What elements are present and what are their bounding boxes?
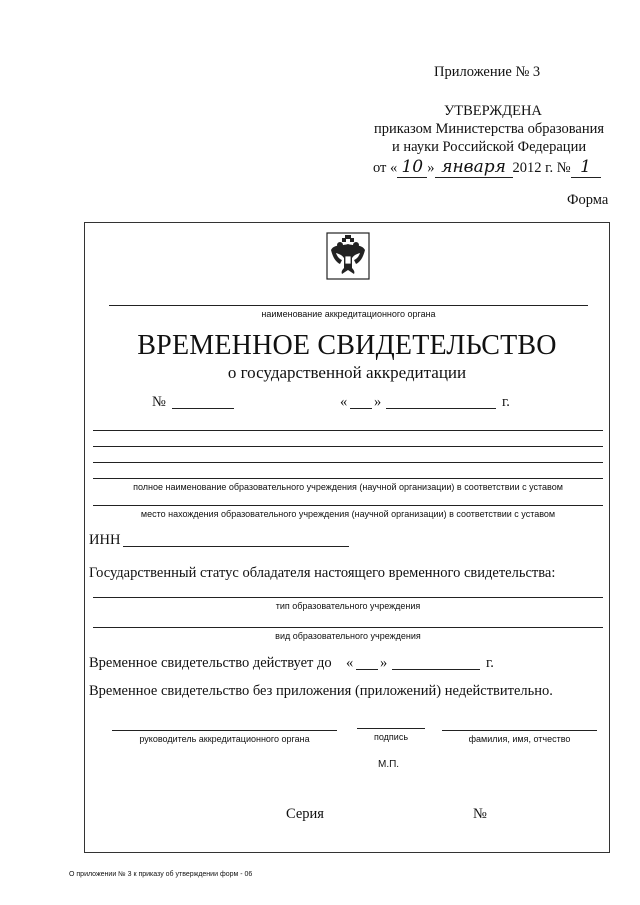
number-label: № bbox=[152, 394, 166, 410]
coat-of-arms-emblem bbox=[326, 232, 370, 280]
status-text: Государственный статус обладателя настоящего временного свидетельства: bbox=[89, 565, 556, 581]
institution-kind-caption: вид образовательного учреждения bbox=[275, 631, 421, 641]
series-label: Серия bbox=[286, 806, 324, 822]
valid-open-quote: « bbox=[346, 655, 354, 671]
valid-until-text: Временное свидетельство действует до bbox=[89, 655, 332, 671]
institution-type-line bbox=[93, 597, 603, 598]
appendix-label: Приложение № 3 bbox=[434, 64, 541, 80]
institution-name-line-1 bbox=[93, 430, 603, 431]
order-line-2: и науки Российской Федерации bbox=[392, 139, 587, 155]
date-year-suffix: г. bbox=[502, 394, 510, 410]
institution-name-line-2 bbox=[93, 446, 603, 447]
series-number-label: № bbox=[473, 806, 487, 822]
valid-day-line bbox=[356, 669, 378, 670]
date-prefix: от bbox=[373, 160, 387, 176]
inn-label: ИНН bbox=[89, 532, 121, 548]
stamp-label: М.П. bbox=[378, 759, 400, 770]
order-date bbox=[373, 157, 601, 178]
date-day-line bbox=[350, 408, 372, 409]
order-line-1: приказом Министерства образования bbox=[374, 121, 605, 137]
location-line bbox=[93, 505, 603, 506]
inn-field-line bbox=[123, 546, 349, 547]
valid-month-line bbox=[392, 669, 480, 670]
date-close-quote: » bbox=[374, 394, 382, 410]
number-field-line bbox=[172, 408, 234, 409]
certificate-title: ВРЕМЕННОЕ СВИДЕТЕЛЬСТВО bbox=[137, 330, 557, 361]
certificate-subtitle: о государственной аккредитации bbox=[227, 363, 467, 382]
approved-label: УТВЕРЖДЕНА bbox=[444, 103, 542, 119]
date-day-handwritten: 10 bbox=[401, 157, 424, 177]
date-day-field bbox=[397, 157, 427, 178]
date-quote-open: « bbox=[390, 160, 398, 176]
date-quote-close: » bbox=[427, 160, 435, 176]
location-caption: место нахождения образовательного учреждения (научной организации) в соответствии с уставом bbox=[140, 509, 556, 519]
head-caption: руководитель аккредитационного органа bbox=[139, 734, 310, 744]
accreditation-body-caption: наименование аккредитационного органа bbox=[261, 309, 436, 319]
full-name-caption: фамилия, имя, отчество bbox=[468, 734, 571, 744]
invalid-without-appendix-text: Временное свидетельство без приложения (приложений) недействительно. bbox=[89, 683, 553, 699]
date-year: 2012 г. № bbox=[512, 160, 571, 176]
institution-kind-line bbox=[93, 627, 603, 628]
institution-type-caption: тип образовательного учреждения bbox=[275, 601, 421, 611]
valid-year-suffix: г. bbox=[486, 655, 494, 671]
double-headed-eagle-icon bbox=[326, 232, 370, 280]
institution-name-caption: полное наименование образовательного учреждения (научной организации) в соответствии с уставом bbox=[133, 482, 563, 492]
valid-close-quote: » bbox=[380, 655, 388, 671]
footer-note: О приложении № 3 к приказу об утверждении форм - 06 bbox=[69, 871, 253, 878]
head-line bbox=[112, 730, 337, 731]
signature-caption: подпись bbox=[373, 732, 409, 742]
form-label: Форма bbox=[567, 192, 609, 208]
order-number-field bbox=[571, 157, 601, 178]
date-month-handwritten: января bbox=[441, 157, 506, 177]
signature-line bbox=[357, 728, 425, 729]
date-month-line bbox=[386, 408, 496, 409]
institution-name-line-3 bbox=[93, 462, 603, 463]
date-open-quote: « bbox=[340, 394, 348, 410]
date-month-field bbox=[435, 157, 513, 178]
full-name-line bbox=[442, 730, 597, 731]
institution-name-line-4 bbox=[93, 478, 603, 479]
order-number-handwritten: 1 bbox=[580, 157, 591, 177]
accreditation-body-line bbox=[109, 305, 588, 306]
